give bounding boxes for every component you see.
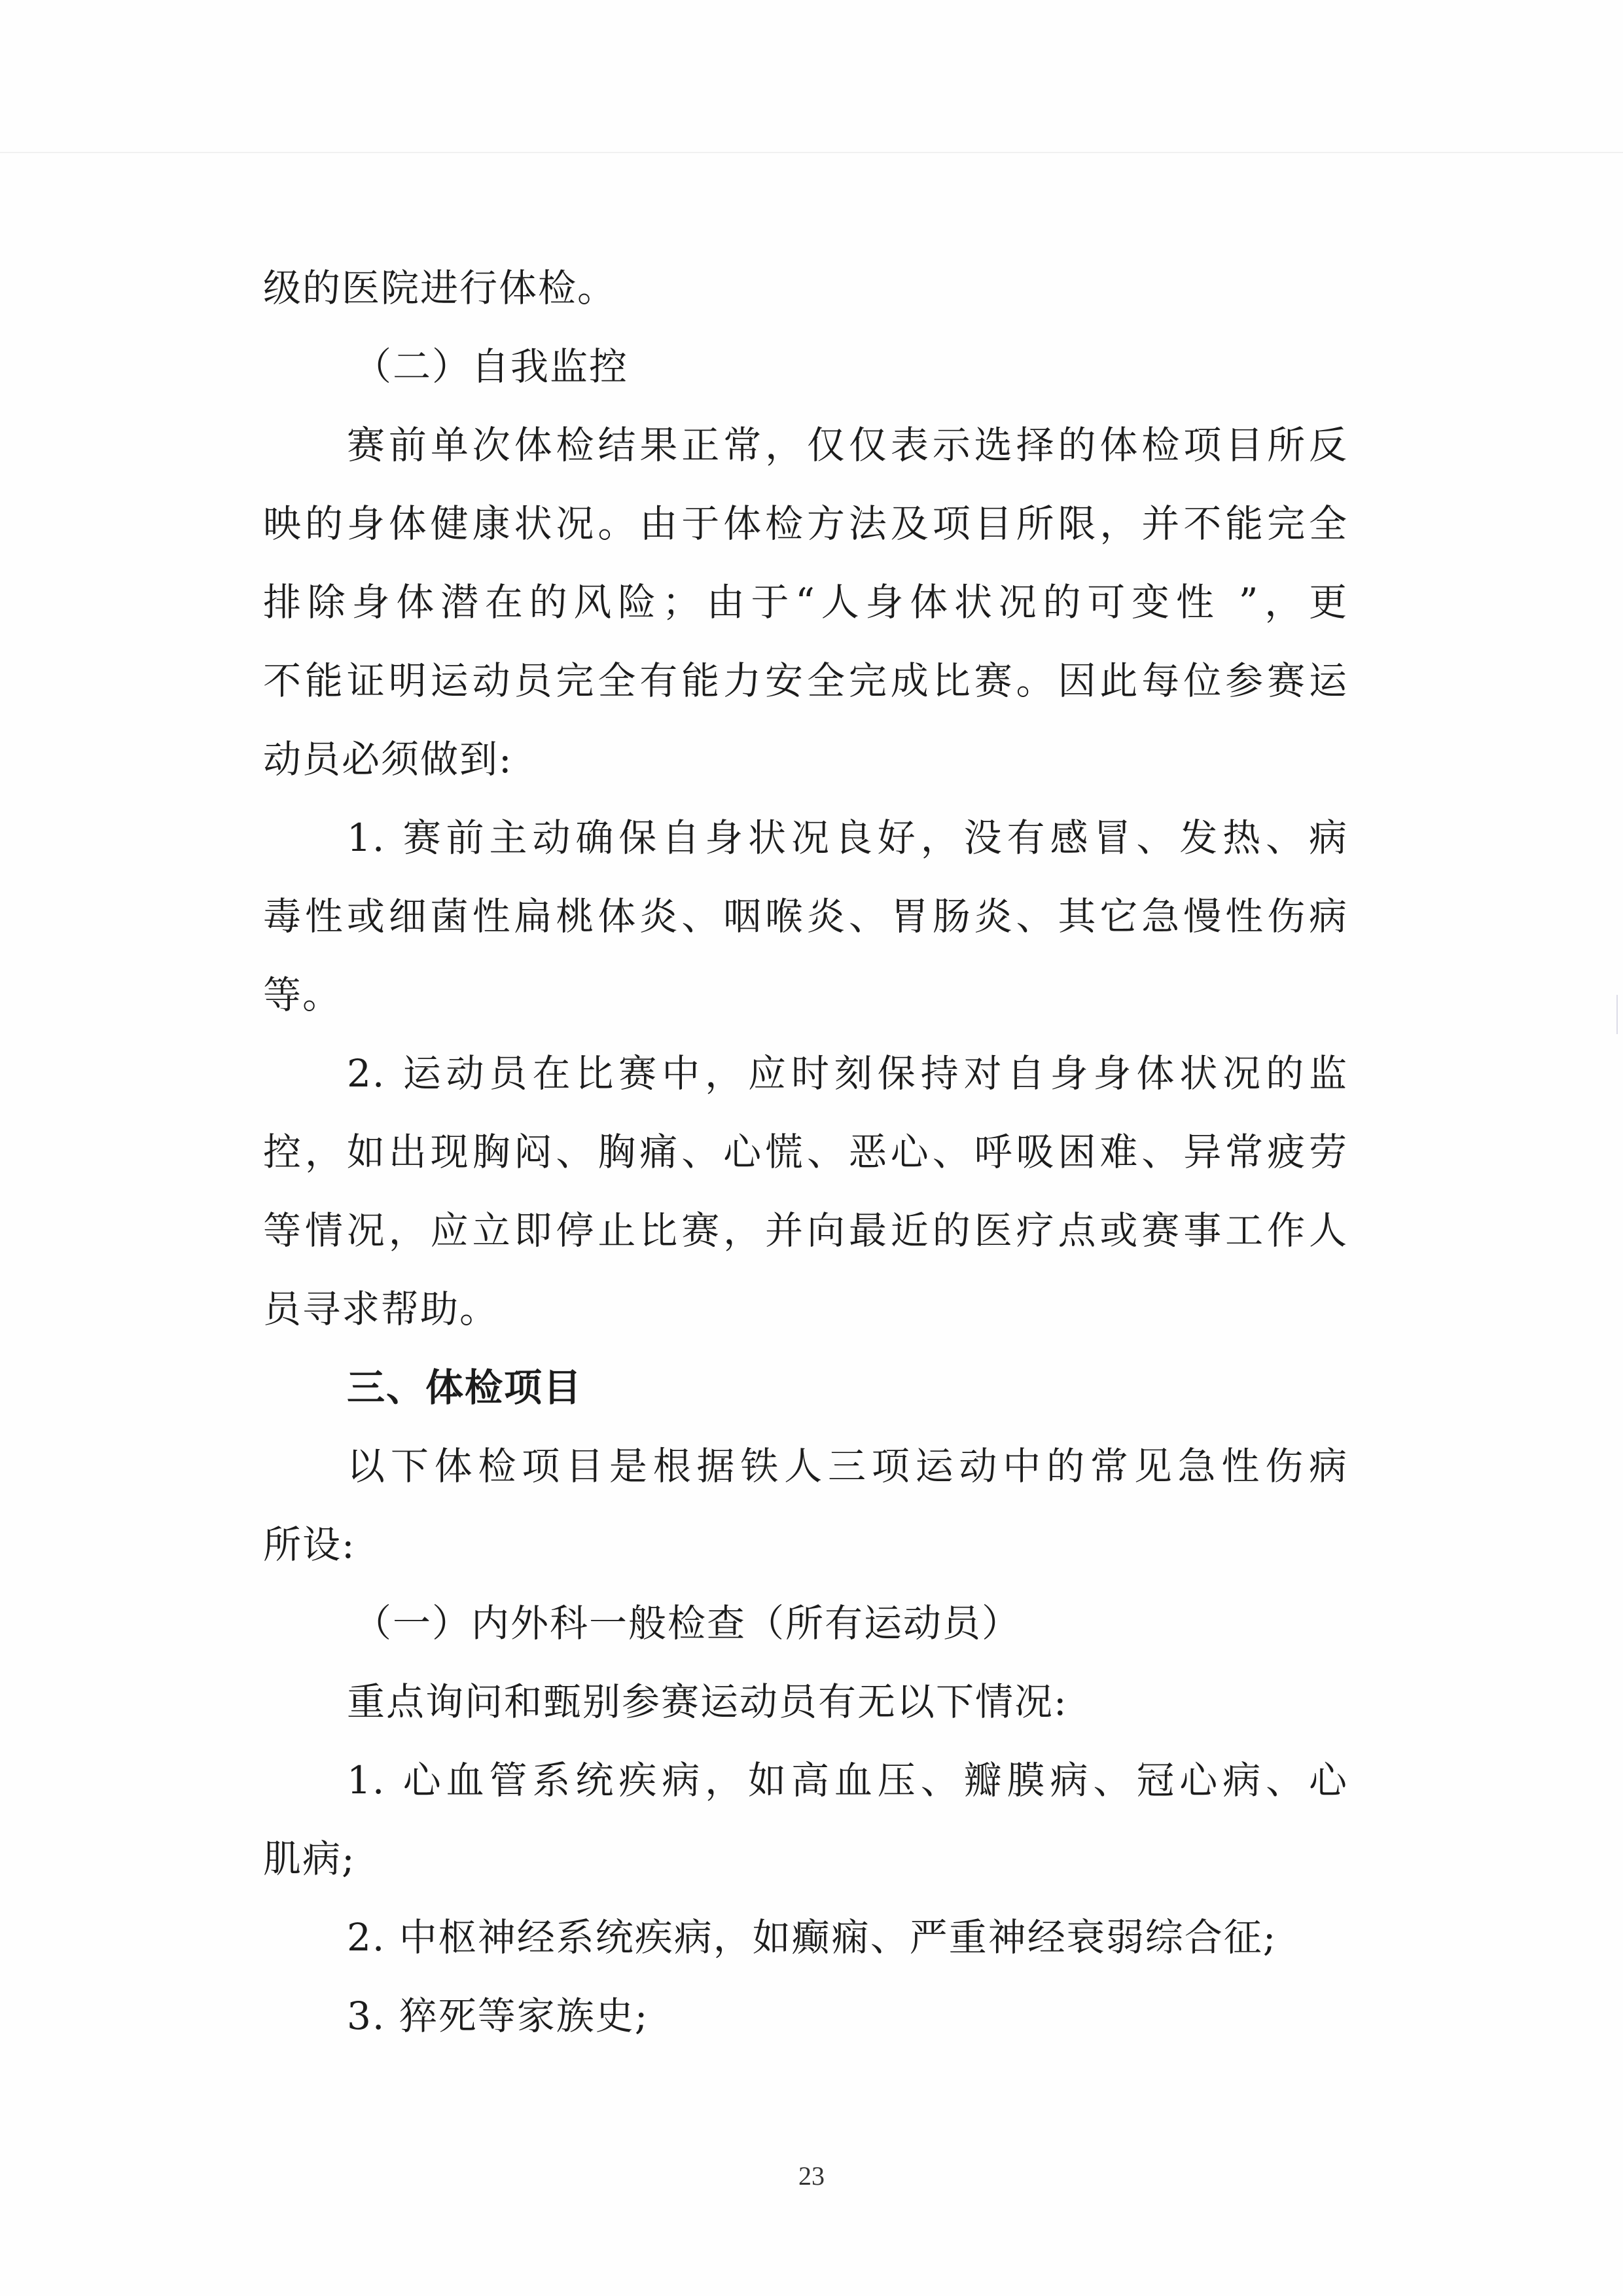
- scan-border: [0, 152, 1623, 153]
- list-item-2: 2. 运动员在比赛中，应时刻保持对自身身体状况的监: [347, 1051, 1348, 1096]
- text-line: 映的身体健康状况。由于体检方法及项目所限，并不能完全: [263, 501, 1348, 546]
- list-item-3: 3. 猝死等家族史;: [347, 1994, 649, 2038]
- text-line: 肌病;: [263, 1837, 356, 1881]
- text-line: 排除身体潜在的风险；由于“人身体状况的可变性 ”，更: [263, 580, 1348, 624]
- text-line: 赛前单次体检结果正常，仅仅表示选择的体检项目所反: [347, 423, 1348, 467]
- text-line: 不能证明运动员完全有能力安全完成比赛。因此每位参赛运: [263, 658, 1348, 703]
- text-line: 所设:: [263, 1522, 356, 1567]
- text-line: 等情况，应立即停止比赛，并向最近的医疗点或赛事工作人: [263, 1208, 1348, 1253]
- list-item-2: 2. 中枢神经系统疾病，如癫痫、严重神经衰弱综合征;: [347, 1915, 1277, 1960]
- text-line: 级的医院进行体检。: [263, 266, 617, 310]
- text-line: 动员必须做到:: [263, 737, 513, 781]
- scan-artifact: [1616, 995, 1618, 1034]
- text-line: 控，如出现胸闷、胸痛、心慌、恶心、呼吸困难、异常疲劳: [263, 1130, 1348, 1174]
- text-line: 员寻求帮助。: [263, 1287, 499, 1331]
- subheading-self-monitoring: （二）自我监控: [353, 344, 629, 389]
- text-line: 重点询问和甄别参赛运动员有无以下情况:: [347, 1679, 1068, 1724]
- section-heading-exam-items: 三、体检项目: [347, 1365, 583, 1410]
- text-line: 以下体检项目是根据铁人三项运动中的常见急性伤病: [347, 1444, 1348, 1488]
- subheading-general-exam: （一）内外科一般检查（所有运动员）: [353, 1601, 1022, 1645]
- list-item-1: 1. 赛前主动确保自身状况良好，没有感冒、发热、病: [347, 816, 1348, 860]
- text-line: 毒性或细菌性扁桃体炎、咽喉炎、胃肠炎、其它急慢性伤病: [263, 894, 1348, 939]
- page-number: 23: [798, 2161, 825, 2191]
- list-item-1: 1. 心血管系统疾病，如高血压、瓣膜病、冠心病、心: [347, 1758, 1348, 1803]
- text-line: 等。: [263, 973, 342, 1017]
